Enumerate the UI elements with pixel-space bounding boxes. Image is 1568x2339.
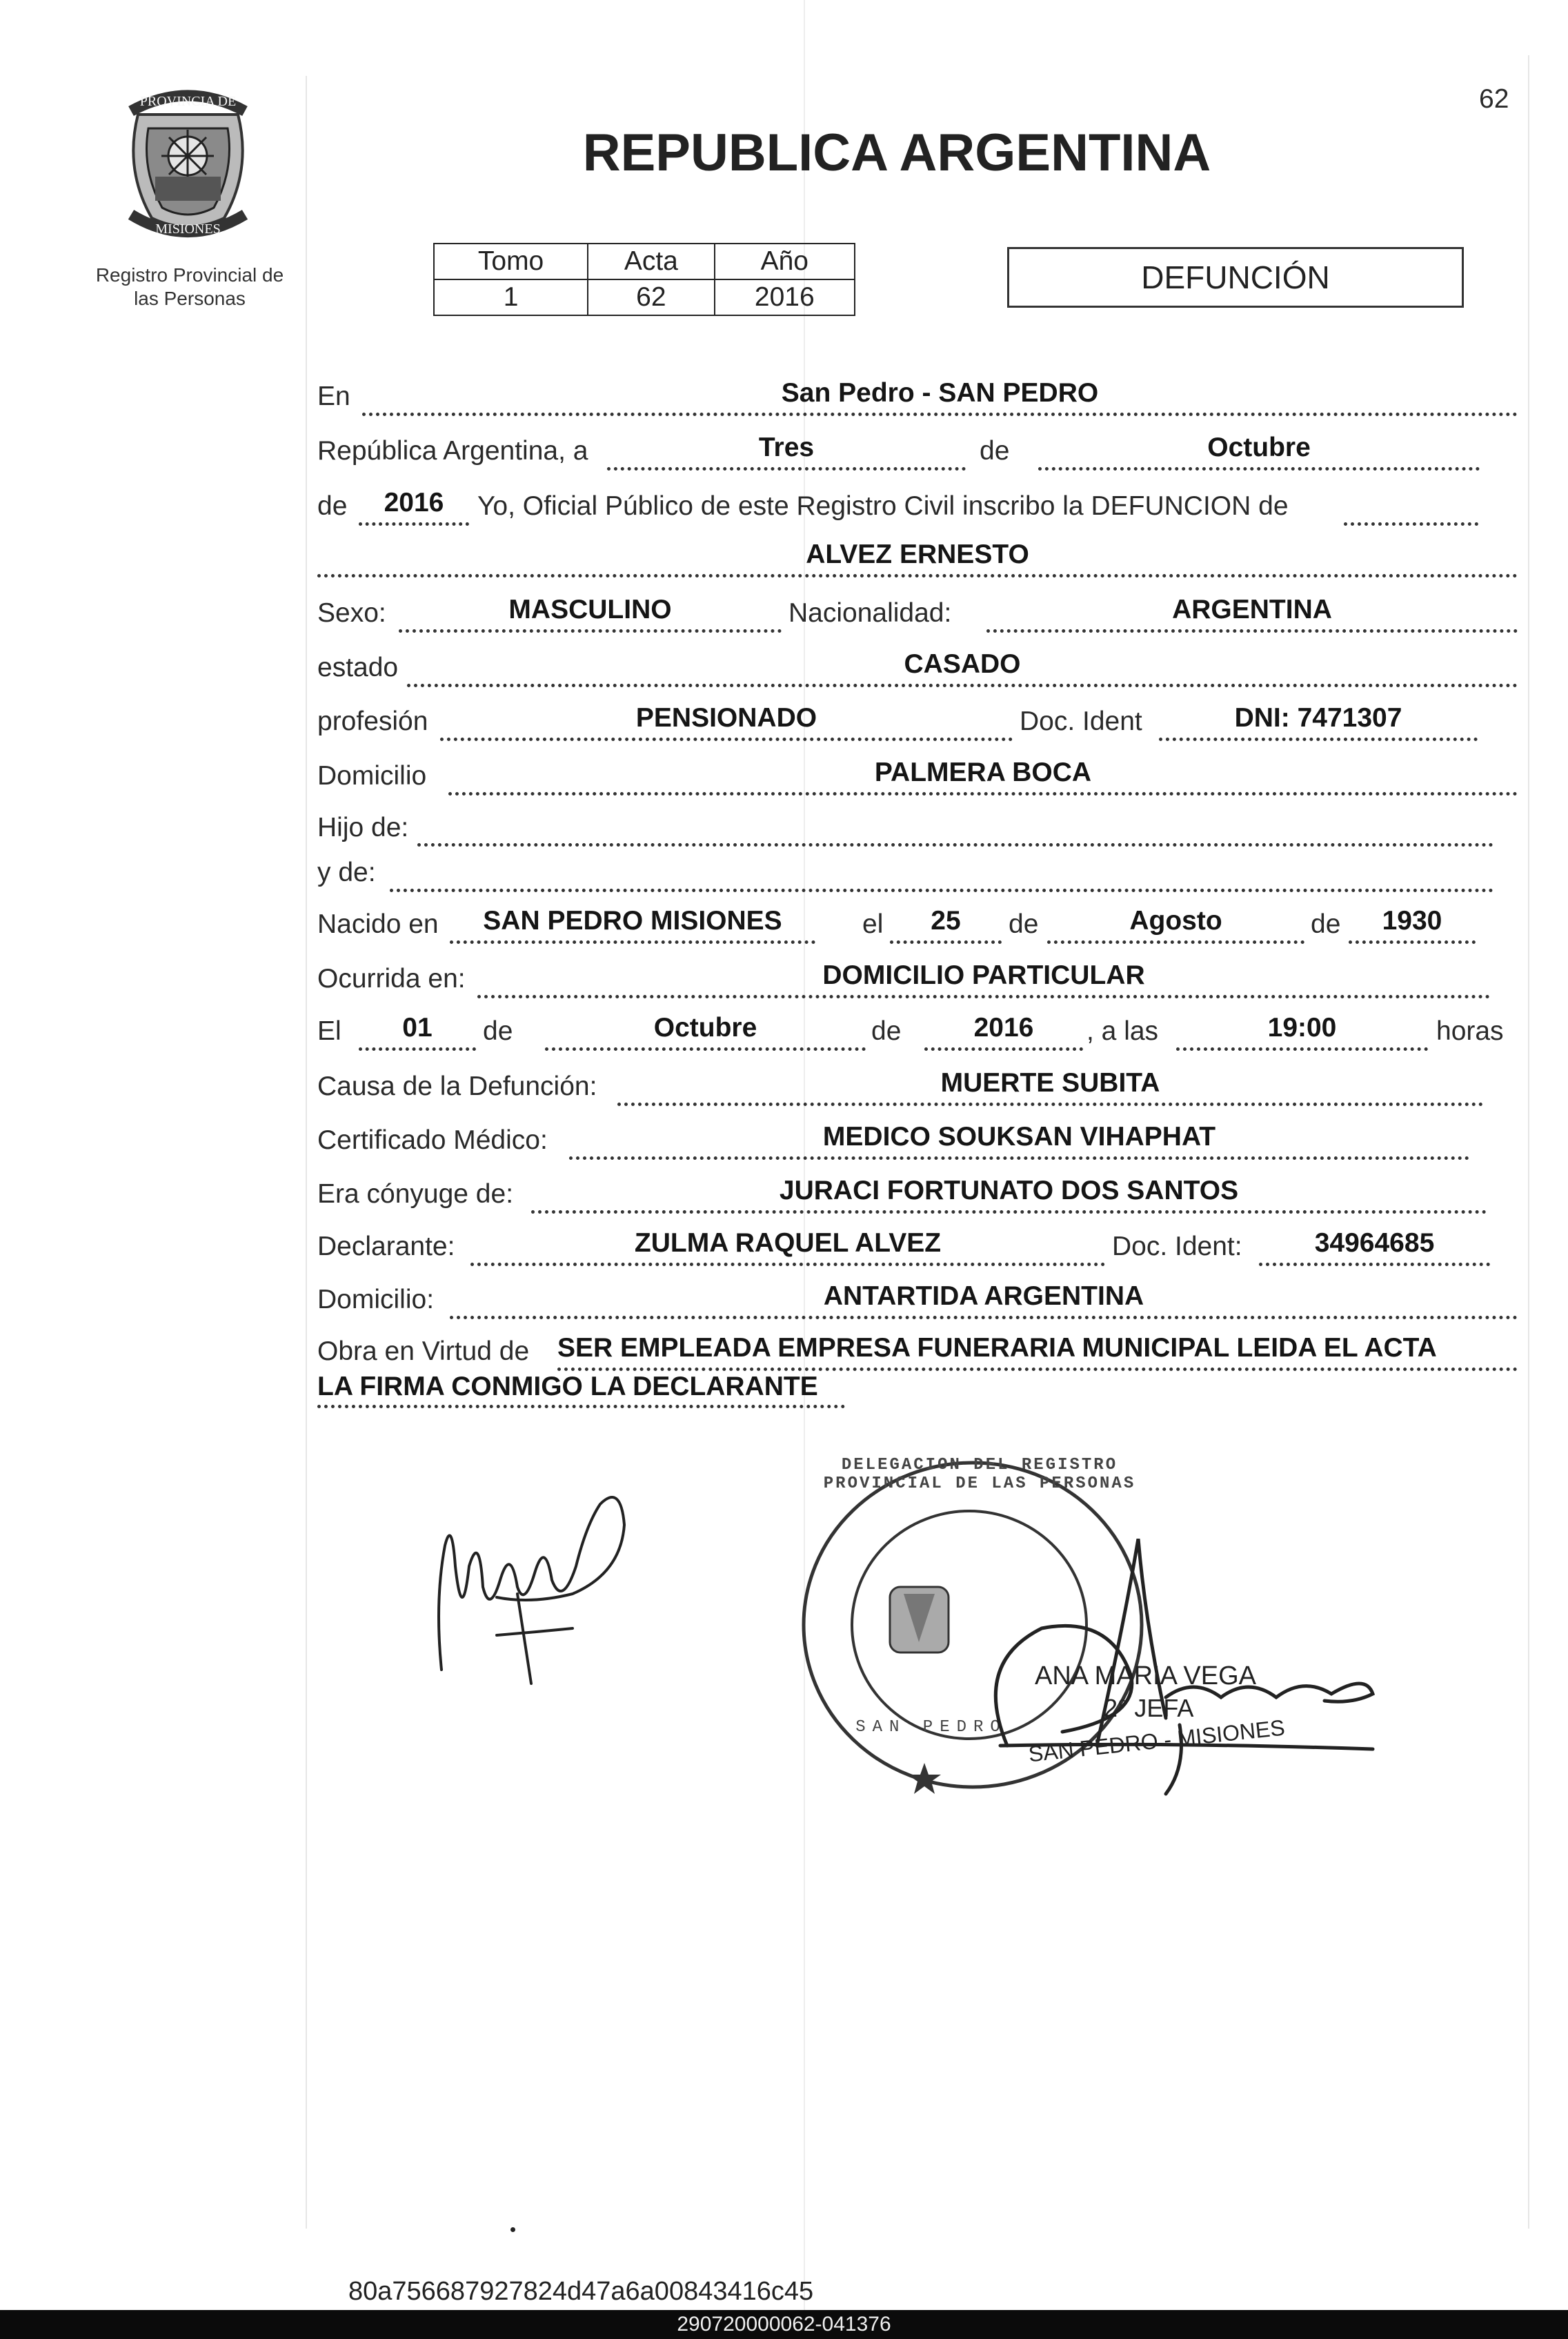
value-lugar: San Pedro - SAN PEDRO: [781, 378, 1099, 408]
dotline-nac-anio: [1349, 940, 1476, 944]
dotline-nombre: [317, 574, 1518, 578]
label-de-nac-mes: de: [1009, 909, 1039, 939]
label-el-nac: el: [862, 909, 884, 939]
page-title: REPUBLICA ARGENTINA: [582, 124, 1211, 182]
official-title: 2° JEFA: [1104, 1694, 1194, 1722]
dotline-nacionalidad: [986, 629, 1518, 633]
value-def-anio: 2016: [973, 1013, 1034, 1043]
dotline-declarante-doc: [1259, 1263, 1490, 1266]
label-de-mes: de: [980, 436, 1010, 466]
dotline-estado: [407, 684, 1518, 687]
province-seal-logo: [110, 87, 266, 246]
dotline-nac-mes: [1047, 940, 1304, 944]
value-def-dia: 01: [402, 1013, 433, 1043]
seal-top-text: PROVINCIA DE: [139, 94, 237, 109]
value-nac-anio: 1930: [1382, 906, 1442, 936]
registry-name-line2: las Personas: [134, 288, 246, 309]
registry-name: [76, 264, 304, 310]
value-obra-line1: SER EMPLEADA EMPRESA FUNERARIA MUNICIPAL LEIDA EL ACTA: [557, 1333, 1437, 1363]
label-de-def-anio: de: [871, 1016, 902, 1046]
dotline-domicilio: [448, 792, 1518, 796]
dotline-yo-end: [1344, 522, 1478, 526]
value-def-hora: 19:00: [1267, 1013, 1337, 1043]
official-name: ANA MARIA VEGA: [1035, 1661, 1256, 1690]
seal-bottom-text: MISIONES: [155, 221, 221, 237]
dotline-ocurrida-en: [477, 995, 1490, 998]
value-declarante: ZULMA RAQUEL ALVEZ: [634, 1228, 942, 1258]
register-value-acta: 62: [588, 279, 714, 315]
value-doc-ident: DNI: 7471307: [1234, 703, 1402, 733]
official-place: SAN PEDRO - MISIONES: [1027, 1715, 1287, 1767]
dotline-nac-dia: [890, 940, 1002, 944]
label-declarante-doc: Doc. Ident:: [1112, 1232, 1242, 1261]
dotline-conyuge: [531, 1210, 1487, 1214]
dotline-mes: [1038, 467, 1480, 471]
label-domicilio-declarante: Domicilio:: [317, 1285, 435, 1314]
dotline-obra-2: [317, 1405, 845, 1408]
register-header-acta: Acta: [588, 244, 714, 279]
dotline-anio: [359, 522, 469, 526]
label-declarante: Declarante:: [317, 1232, 455, 1261]
value-profesion: PENSIONADO: [635, 703, 817, 733]
stamp-inner-text: SAN PEDRO: [855, 1718, 1007, 1737]
left-margin-line: [306, 76, 307, 2229]
register-header-tomo: Tomo: [434, 244, 588, 279]
value-nac-mes: Agosto: [1129, 906, 1222, 936]
value-nacido-en: SAN PEDRO MISIONES: [483, 906, 782, 936]
value-certificado: MEDICO SOUKSAN VIHAPHAT: [822, 1122, 1216, 1152]
dotline-def-mes: [545, 1047, 866, 1051]
label-nacionalidad: Nacionalidad:: [788, 598, 952, 628]
dotline-hijo-de: [417, 843, 1493, 847]
value-causa: MUERTE SUBITA: [940, 1068, 1160, 1098]
label-sexo: Sexo:: [317, 598, 386, 628]
register-header-anio: Año: [715, 244, 855, 279]
footer-bar: [0, 2310, 1568, 2339]
dotline-doc-ident: [1159, 738, 1478, 741]
center-fold-line: [804, 0, 805, 2311]
dotline-def-dia: [359, 1047, 476, 1051]
label-de-nac-anio: de: [1311, 909, 1341, 939]
label-ocurrida-en: Ocurrida en:: [317, 964, 466, 994]
label-conyuge: Era cónyuge de:: [317, 1179, 514, 1209]
stray-dot: [510, 2227, 515, 2232]
label-en: En: [317, 382, 350, 411]
barcode-text: 290720000062-041376: [677, 2313, 891, 2336]
register-header-row: [434, 244, 855, 279]
label-causa: Causa de la Defunción:: [317, 1072, 597, 1101]
dotline-lugar: [362, 413, 1518, 416]
value-estado: CASADO: [904, 649, 1021, 679]
dotline-domicilio-declarante: [450, 1316, 1518, 1319]
label-de-def-mes: de: [483, 1016, 513, 1046]
label-horas: horas: [1436, 1016, 1504, 1046]
stamp-ring-text: DELEGACION DEL REGISTRO PROVINCIAL DE LAS PERSONAS: [823, 1456, 1136, 1493]
label-de-anio: de: [317, 491, 348, 521]
dotline-def-hora: [1176, 1047, 1428, 1051]
label-nacido-en: Nacido en: [317, 909, 439, 939]
dotline-def-anio: [924, 1047, 1083, 1051]
value-def-mes: Octubre: [653, 1013, 757, 1043]
value-conyuge: JURACI FORTUNATO DOS SANTOS: [779, 1176, 1239, 1205]
label-domicilio: Domicilio: [317, 761, 427, 791]
value-ocurrida-en: DOMICILIO PARTICULAR: [822, 960, 1145, 990]
document-type-box: DEFUNCIÓN: [1007, 247, 1464, 308]
dotline-sexo: [399, 629, 782, 633]
value-sexo: MASCULINO: [508, 595, 672, 624]
label-y-de: y de:: [317, 858, 376, 887]
value-domicilio: PALMERA BOCA: [874, 758, 1092, 787]
page-number: 62: [1479, 84, 1509, 114]
label-estado: estado: [317, 653, 399, 682]
dotline-declarante: [470, 1263, 1105, 1266]
label-obra: Obra en Virtud de: [317, 1336, 530, 1366]
dotline-causa: [617, 1103, 1483, 1106]
register-value-tomo: 1: [434, 279, 588, 315]
value-anio: 2016: [384, 488, 444, 517]
label-republica: República Argentina, a: [317, 436, 588, 466]
value-mes-texto: Octubre: [1207, 433, 1311, 462]
value-obra-line2: LA FIRMA CONMIGO LA DECLARANTE: [317, 1372, 818, 1401]
label-yo-text: Yo, Oficial Público de este Registro Civil inscribo la DEFUNCION de: [477, 491, 1289, 521]
value-declarante-doc: 34964685: [1314, 1228, 1435, 1258]
dotline-certificado: [569, 1156, 1469, 1160]
label-doc-ident: Doc. Ident: [1020, 707, 1142, 736]
dotline-dia: [607, 467, 966, 471]
declarant-signature: [414, 1463, 648, 1704]
label-profesion: profesión: [317, 707, 428, 736]
right-margin-line: [1528, 55, 1529, 2229]
dotline-obra-1: [557, 1368, 1518, 1371]
value-nacionalidad: ARGENTINA: [1172, 595, 1332, 624]
register-value-row: [434, 279, 855, 315]
registry-name-line1: Registro Provincial de: [95, 264, 284, 286]
dotline-profesion: [440, 738, 1013, 741]
dotline-y-de: [390, 889, 1493, 892]
value-nombre: ALVEZ ERNESTO: [806, 540, 1029, 569]
label-el-def: El: [317, 1016, 341, 1046]
label-hijo-de: Hijo de:: [317, 813, 409, 842]
register-table: [433, 243, 855, 316]
value-domicilio-declarante: ANTARTIDA ARGENTINA: [823, 1281, 1144, 1311]
label-certificado: Certificado Médico:: [317, 1125, 548, 1155]
document-hash: 80a756687927824d47a6a00843416c45: [348, 2277, 814, 2306]
value-nac-dia: 25: [931, 906, 961, 936]
value-dia-texto: Tres: [758, 433, 815, 462]
register-value-anio: 2016: [715, 279, 855, 315]
label-a-las: , a las: [1086, 1016, 1159, 1046]
dotline-nacido-en: [450, 940, 815, 944]
